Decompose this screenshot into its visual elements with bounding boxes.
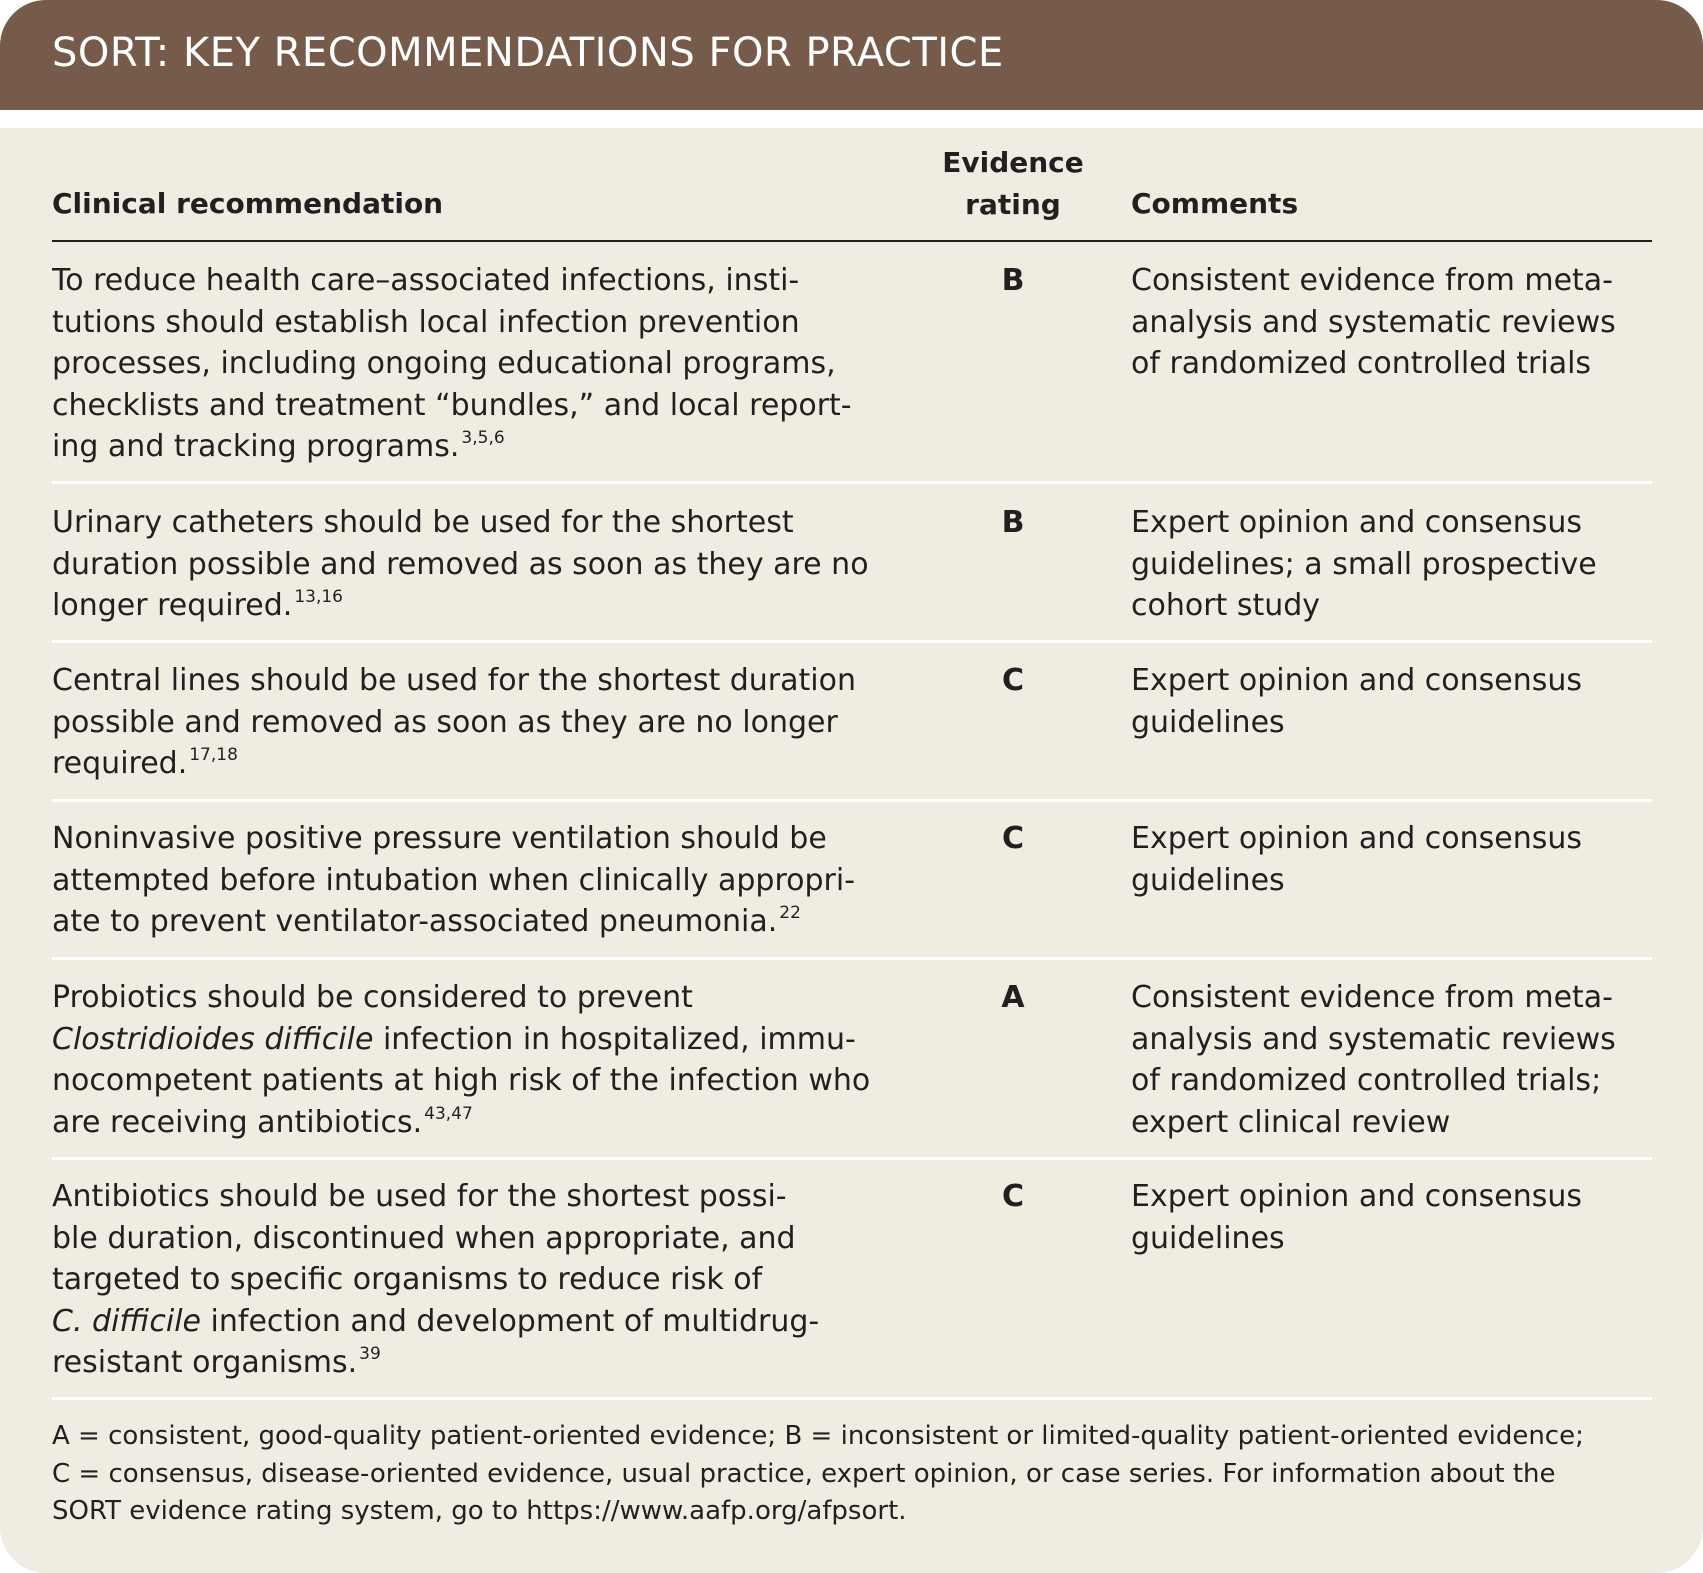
recommendation-line-last: [52, 1342, 902, 1384]
recommendation-cell: [52, 818, 902, 943]
header-bar: [0, 0, 1703, 110]
comment-cell: [1131, 260, 1651, 385]
comment-line: expert clinical review: [1131, 1104, 1451, 1140]
comment-line: Consistent evidence from meta-: [1131, 263, 1613, 298]
comment-cell: [1131, 502, 1651, 627]
recommendation-text: required.: [52, 746, 188, 781]
column-header-comments: Comments: [1131, 187, 1299, 220]
evidence-rating: C: [1001, 1179, 1025, 1214]
footnote-line: SORT evidence rating system, go to https://www.aafp.org/afpsort.: [52, 1496, 907, 1526]
comment-line: guidelines; a small prospective: [1131, 546, 1597, 582]
comment-line: Consistent evidence from meta-: [1131, 980, 1613, 1015]
recommendation-line: Noninvasive positive pressure ventilation should be: [52, 821, 827, 856]
comment-cell: [1131, 818, 1651, 901]
comment-cell: [1131, 977, 1651, 1143]
recommendation-line: processes, including ongoing educational programs,: [52, 346, 836, 381]
column-header-recommendation: Clinical recommendation: [52, 187, 444, 220]
recommendation-line: nocompetent patients at high risk of the infection who: [52, 1063, 871, 1098]
recommendation-line: attempted before intubation when clinically appropri-: [52, 862, 856, 898]
reference-superscript: 17,18: [189, 745, 238, 765]
comment-line: Expert opinion and consensus: [1131, 663, 1583, 698]
header-separator: [0, 110, 1703, 128]
recommendation-cell: [52, 660, 902, 785]
recommendation-line: To reduce health care–associated infections, insti-: [52, 263, 800, 298]
comment-line: guidelines: [1131, 862, 1285, 898]
row-divider: [52, 1397, 1652, 1400]
comment-line: analysis and systematic reviews: [1131, 304, 1616, 340]
recommendation-cell: [52, 502, 902, 627]
footnote-line: C = consensus, disease-oriented evidence, usual practice, expert opinion, or case series. For information about the: [52, 1458, 1556, 1489]
column-header-rating: [940, 142, 1086, 226]
comment-line: of randomized controlled trials;: [1131, 1063, 1602, 1098]
row-divider: [52, 799, 1652, 802]
recommendation-cell: [52, 977, 902, 1143]
evidence-rating: C: [1001, 663, 1025, 698]
comment-line: Expert opinion and consensus: [1131, 821, 1583, 856]
recommendation-text: ate to prevent ventilator-associated pneumonia.: [52, 904, 778, 939]
recommendation-line: Probiotics should be considered to prevent: [52, 980, 693, 1015]
recommendation-line: [52, 1301, 902, 1343]
recommendation-line-last: [52, 901, 902, 943]
recommendation-line-last: [52, 426, 902, 468]
recommendation-line: [52, 1019, 902, 1061]
recommendation-cell: [52, 1176, 902, 1384]
row-divider: [52, 957, 1652, 960]
row-divider: [52, 481, 1652, 484]
evidence-rating: A: [1001, 980, 1025, 1015]
footnote: [52, 1418, 1652, 1531]
reference-superscript: 3,5,6: [461, 428, 505, 448]
comment-line: guidelines: [1131, 1220, 1285, 1256]
recommendation-line: ble duration, discontinued when appropriate, and: [52, 1220, 796, 1256]
recommendation-text: ing and tracking programs.: [52, 429, 460, 464]
recommendation-line-last: [52, 1102, 902, 1144]
comment-line: of randomized controlled trials: [1131, 346, 1592, 381]
recommendation-line-last: [52, 743, 902, 785]
header-rule: [52, 240, 1652, 242]
comment-line: Expert opinion and consensus: [1131, 505, 1583, 540]
panel-title: SORT: KEY RECOMMENDATIONS FOR PRACTICE: [52, 30, 1004, 76]
recommendation-line: possible and removed as soon as they are no longer: [52, 704, 838, 740]
evidence-rating: C: [1001, 821, 1025, 856]
footnote-line: A = consistent, good-quality patient-oriented evidence; B = inconsistent or limited-quality patient-oriented evidence;: [52, 1421, 1584, 1451]
recommendation-cell: [52, 260, 902, 468]
recommendation-line: Central lines should be used for the shortest duration: [52, 663, 856, 698]
organism-name-italic: Clostridioides difficile: [52, 1021, 374, 1057]
recommendation-text: resistant organisms.: [52, 1345, 358, 1380]
recommendation-line-last: [52, 585, 902, 627]
row-divider: [52, 1157, 1652, 1160]
recommendation-line: checklists and treatment “bundles,” and local report-: [52, 387, 852, 423]
reference-superscript: 13,16: [294, 587, 343, 607]
row-divider: [52, 640, 1652, 643]
comment-cell: [1131, 1176, 1651, 1259]
comment-cell: [1131, 660, 1651, 743]
recommendation-line: tutions should establish local infection prevention: [52, 304, 800, 340]
comment-line: Expert opinion and consensus: [1131, 1179, 1583, 1214]
recommendation-line: targeted to specific organisms to reduce risk of: [52, 1262, 763, 1297]
recommendation-text: are receiving antibiotics.: [52, 1104, 423, 1140]
organism-name-italic: C. difficile: [52, 1303, 202, 1339]
evidence-rating: B: [1001, 263, 1025, 298]
reference-superscript: 22: [779, 903, 801, 923]
evidence-rating: B: [1001, 505, 1025, 540]
column-header-rating-line1: Evidence: [942, 146, 1084, 179]
recommendation-text: infection and development of multidrug-: [201, 1303, 820, 1339]
recommendation-line: duration possible and removed as soon as they are no: [52, 546, 869, 582]
recommendation-text: longer required.: [52, 588, 293, 623]
reference-superscript: 39: [359, 1344, 381, 1364]
comment-line: guidelines: [1131, 704, 1285, 740]
column-header-rating-line2: rating: [965, 188, 1061, 221]
comment-line: cohort study: [1131, 588, 1321, 623]
recommendation-line: Urinary catheters should be used for the shortest: [52, 505, 794, 540]
recommendation-text: infection in hospitalized, immu-: [373, 1021, 856, 1057]
recommendation-line: Antibiotics should be used for the shortest possi-: [52, 1179, 787, 1214]
comment-line: analysis and systematic reviews: [1131, 1021, 1616, 1057]
reference-superscript: 43,47: [424, 1103, 473, 1124]
